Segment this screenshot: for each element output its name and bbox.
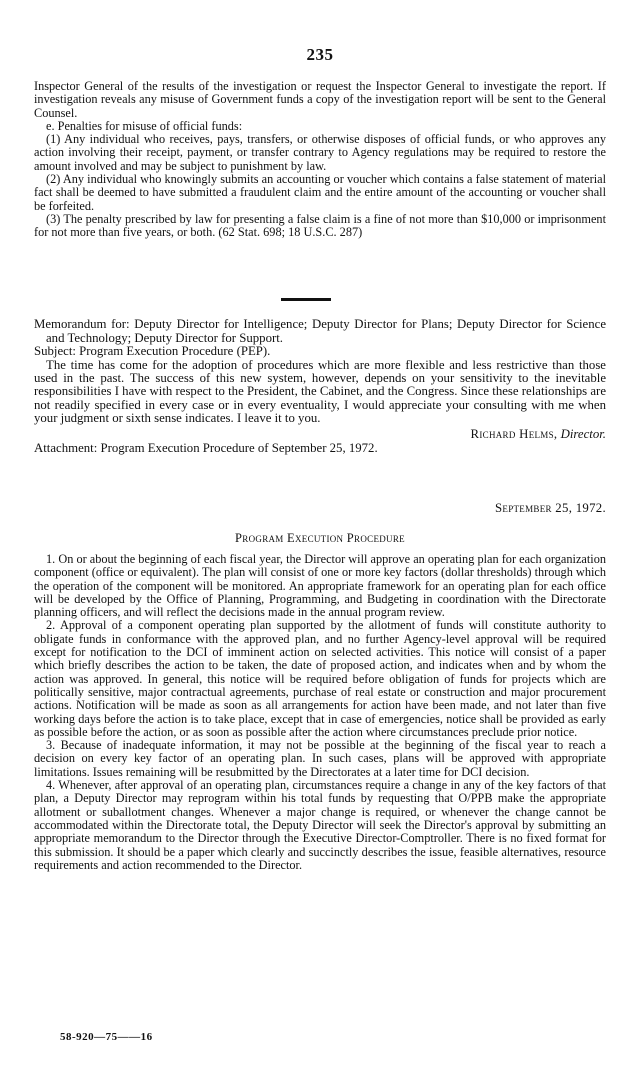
section-divider [281, 298, 331, 301]
signature-name: Richard Helms, [470, 426, 558, 441]
procedure-paragraph-2: 2. Approval of a component operating plan supported by the allotment of funds will constitute authority to obligate funds in conformance with the approved plan, and no further Agency-level approval will be required except for notification to the DCI of imminent action on selected activities. This notice will consist of a paper which briefly describes the action to be taken, the date of proposed action, and indicates when and by whom the action was approved. In general, this notice will be required before obligation of funds for projects which are politically sensitive, major contractual agreements, purchase of real estate or construction and major procurement actions. Notification will be made as soon as all arrangements for action have been made, and not later than five working days before the action is to take place, except that in case of emergencies, notice shall be provided as early as possible before the action, or as soon as possible after the action where circumstances preclude prior notice. [34, 618, 606, 739]
memo-body: The time has come for the adoption of procedures which are more flexible and less restrictive than those used in the past. The success of this new system, however, depends on your sensitivity to the inevitable responsibilities I have with respect to the President, the Cabinet, and the Congress. Since these relationships are not readily specified in every case or in every eventuality, I would appreciate your consulting with me when your judgment or sixth sense indicates. I leave it to you. [34, 357, 606, 426]
page-number: 235 [306, 45, 334, 64]
paragraph-inspector-general: Inspector General of the results of the investigation or request the Inspector General to investigate the report. If investigation reveals any misuse of Government funds a copy of the investigation report will be sent to the General Counsel. [34, 79, 606, 120]
procedure [34, 501, 606, 872]
procedure-paragraph-3: 3. Because of inadequate information, it may not be possible at the beginning of the fiscal year to reach a decision on every key factor of an operating plan. In such cases, plans will be approved with appropriate limitations. Issues remaining will be resubmitted by the Directorates at a later time for DCI decision. [34, 738, 606, 779]
memo-recipients: Memorandum for: Deputy Director for Intelligence; Deputy Director for Plans; Deputy Director for Science and Technology; Deputy Director for Support. [34, 317, 606, 345]
signature-title: Director. [560, 426, 606, 441]
print-code-footer: 58-920—75——16 [60, 1031, 153, 1043]
procedure-heading: Program Execution Procedure [235, 531, 405, 545]
paragraph-penalties-heading: e. Penalties for misuse of official funds: [46, 118, 243, 133]
procedure-paragraph-4: 4. Whenever, after approval of an operating plan, circumstances require a change in any of the key factors of that plan, a Deputy Director may reprogram within his total funds by requesting that O/PPB make the appropriate allotment or suballotment changes. Whenever a major change is required, or whenever the change cannot be accommodated within the Directorate total, the Deputy Director will seek the Director's approval by submitting an appropriate memorandum to the Director through the Executive Director-Comptroller. There is no fixed format for this submission. It should be a paper which clearly and succinctly describes the issue, feasible alternatives, resource requirements and action recommended to the Director. [34, 778, 606, 872]
procedure-paragraph-1: 1. On or about the beginning of each fiscal year, the Director will approve an operating plan for each organization component (office or equivalent). The plan will consist of one or more key factors (dollar thresholds) through which the operation of the component will be monitored. An appropriate framework for an operating plan for each office will be developed by the Office of Planning, Programming, and Budgeting in coordination with the Directorate planning officers, and will reflect the decisions made in the annual program review. [34, 552, 606, 620]
memo-subject: Subject: Program Execution Procedure (PEP). [34, 344, 271, 358]
memo-attachment: Attachment: Program Execution Procedure of September 25, 1972. [34, 440, 378, 455]
procedure-date: September 25, 1972. [494, 501, 606, 515]
paragraph-penalty-1: (1) Any individual who receives, pays, transfers, or otherwise disposes of official funds, or who approves any action involving their receipt, payment, or transfer contrary to Agency regulations may be required to restore the amount involved and may be subject to punishment by law. [34, 132, 606, 173]
paragraph-penalty-3: (3) The penalty prescribed by law for presenting a false claim is a fine of not more than $10,000 or imprisonment for not more than five years, or both. (62 Stat. 698; 18 U.S.C. 287) [34, 211, 606, 240]
memorandum [34, 318, 606, 455]
paragraph-penalty-2: (2) Any individual who knowingly submits an accounting or voucher which contains a false statement of material fact shall be deemed to have submitted a fraudulent claim and the entire amount of the accounting or voucher shall be forfeited. [34, 172, 606, 213]
top-section [34, 80, 606, 240]
memo-signature [34, 427, 606, 441]
